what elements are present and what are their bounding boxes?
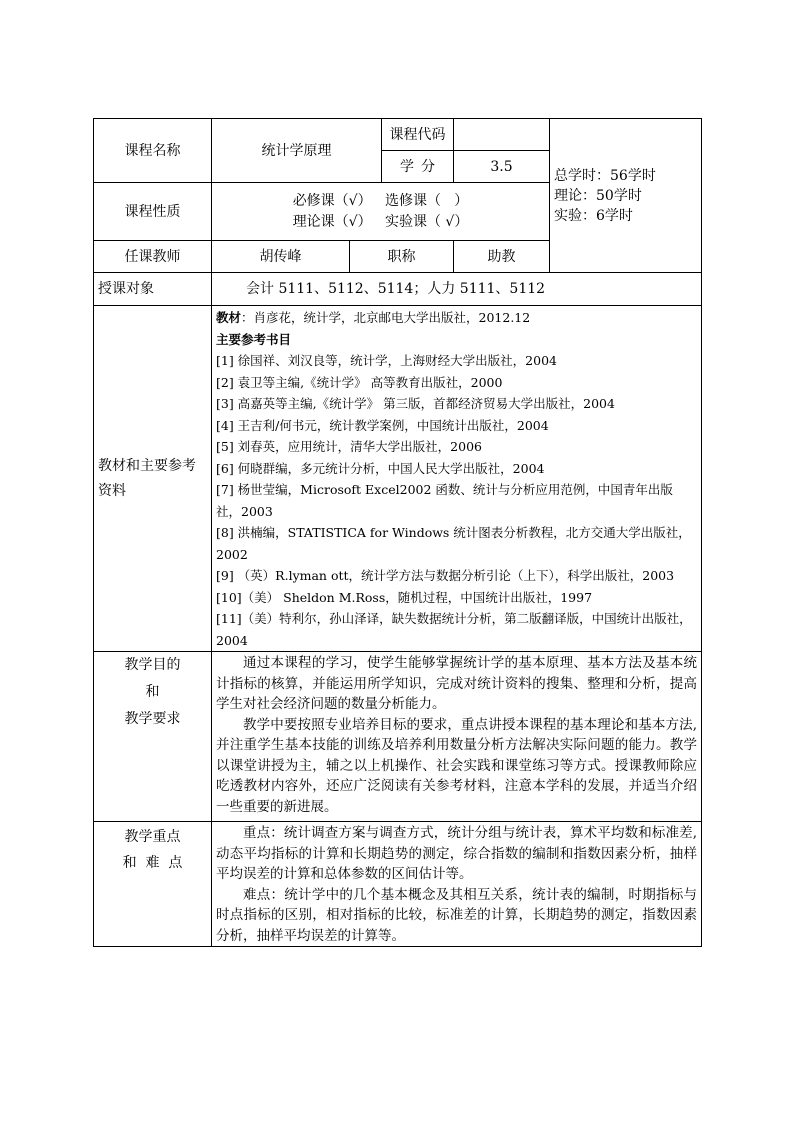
credit-label: 学 分 bbox=[382, 151, 454, 183]
theory-hours: 理论：50学时 bbox=[554, 187, 642, 204]
ref-item-11: [11]（美）特利尔，孙山泽译，缺失数据统计分析，第二版翻译版，中国统计出版社，2004 bbox=[216, 611, 692, 648]
required-elective-line: 必修课（√） 选修课（ ） bbox=[292, 192, 469, 209]
materials-label: 教材和主要参考资料 bbox=[94, 306, 212, 652]
textbook-line: 教材：肖彦花，统计学，北京邮电大学出版社，2012.12 bbox=[216, 310, 531, 325]
goals-paragraph-2: 教学中要按照专业培养目标的要求，重点讲授本课程的基本理论和基本方法,并注重学生基本技能的训练及培养利用数量分析方法解决实际问题的能力。教学以课堂讲授为主，辅之以上机操作、社会实践和课堂练习等方式。授课教师除应吃透教材内容外，还应广泛阅读有关参考材料，注意本学科的发展，并适当介绍一些重要的新进展。 bbox=[216, 716, 697, 815]
difficulties-paragraph: 难点：统计学中的几个基本概念及其相互关系，统计表的编制，时期指标与时点指标的区别，相对指标的比较，标准差的计算，长期趋势的测定，指数因素分析，抽样平均误差的计算等。 bbox=[216, 886, 697, 944]
course-code-label: 课程代码 bbox=[382, 119, 454, 151]
key-points-paragraph: 重点：统计调查方案与调查方式，统计分组与统计表，算术平均数和标准差,动态平均指标的计算和长期趋势的测定，综合指数的编制和指数因素分析，抽样平均误差的计算和总体参数的区间估计等。 bbox=[216, 825, 697, 882]
ref-item-9: [9] （英）R.lyman ott，统计学方法与数据分析引论（上下），科学出版社，2003 bbox=[216, 568, 675, 583]
key-points-content bbox=[212, 822, 702, 947]
teacher-value: 胡传峰 bbox=[212, 241, 350, 273]
course-syllabus-table bbox=[93, 118, 702, 947]
course-nature-label: 课程性质 bbox=[94, 183, 212, 241]
row-audience bbox=[94, 273, 702, 306]
theory-lab-line: 理论课（√） 实验课（ √） bbox=[292, 213, 469, 230]
total-hours: 总学时：56学时 bbox=[554, 167, 656, 184]
row-teaching-goals bbox=[94, 652, 702, 822]
ref-item-5: [5] 刘春英，应用统计，清华大学出版社，2006 bbox=[216, 439, 482, 454]
ref-item-4: [4] 王吉利/何书元，统计教学案例，中国统计出版社，2004 bbox=[216, 417, 549, 433]
lab-hours: 实验：6学时 bbox=[554, 207, 633, 224]
references-heading: 主要参考书目 bbox=[216, 331, 292, 347]
teaching-goals-content bbox=[212, 652, 702, 822]
ref-item-6: [6] 何晓群编，多元统计分析，中国人民大学出版社，2004 bbox=[216, 460, 545, 476]
ref-item-3: [3] 高嘉英等主编,《统计学》 第三版，首都经济贸易大学出版社，2004 bbox=[216, 396, 615, 411]
ref-item-2: [2] 袁卫等主编,《统计学》 高等教育出版社，2000 bbox=[216, 374, 503, 390]
row-course-name bbox=[94, 119, 702, 151]
ref-item-8: [8] 洪楠编，STATISTICA for Windows 统计图表分析教程，北方交通大学出版社，2002 bbox=[216, 525, 691, 562]
credit-value: 3.5 bbox=[454, 151, 550, 183]
title-value: 助教 bbox=[454, 241, 550, 273]
course-hours-cell bbox=[550, 119, 702, 273]
course-name-value: 统计学原理 bbox=[212, 119, 382, 183]
row-key-points bbox=[94, 822, 702, 947]
course-code-value bbox=[454, 119, 550, 151]
teacher-label: 任课教师 bbox=[94, 241, 212, 273]
course-nature-value bbox=[212, 183, 550, 241]
audience-value: 会计 5111、5112、5114；人力 5111、5112 bbox=[212, 273, 702, 306]
ref-item-7: [7] 杨世莹编，Microsoft Excel2002 函数、统计与分析应用范例，中国青年出版社，2003 bbox=[216, 482, 673, 519]
ref-item-1: [1] 徐国祥、刘汉良等，统计学，上海财经大学出版社，2004 bbox=[216, 353, 557, 368]
course-name-label: 课程名称 bbox=[94, 119, 212, 183]
audience-label: 授课对象 bbox=[94, 273, 212, 306]
key-points-label: 教学重点 和 难 点 bbox=[94, 822, 212, 947]
ref-item-10: [10]（美） Sheldon M.Ross，随机过程，中国统计出版社，1997 bbox=[216, 589, 593, 605]
goals-paragraph-1: 通过本课程的学习，使学生能够掌握统计学的基本原理、基本方法及基本统计指标的核算，并能运用所学知识，完成对统计资料的搜集、整理和分析，提高学生对社会经济问题的数量分析能力。 bbox=[216, 655, 697, 712]
row-materials bbox=[94, 306, 702, 652]
title-label: 职称 bbox=[350, 241, 454, 273]
teaching-goals-label: 教学目的 和 教学要求 bbox=[94, 652, 212, 822]
materials-content bbox=[212, 306, 702, 652]
